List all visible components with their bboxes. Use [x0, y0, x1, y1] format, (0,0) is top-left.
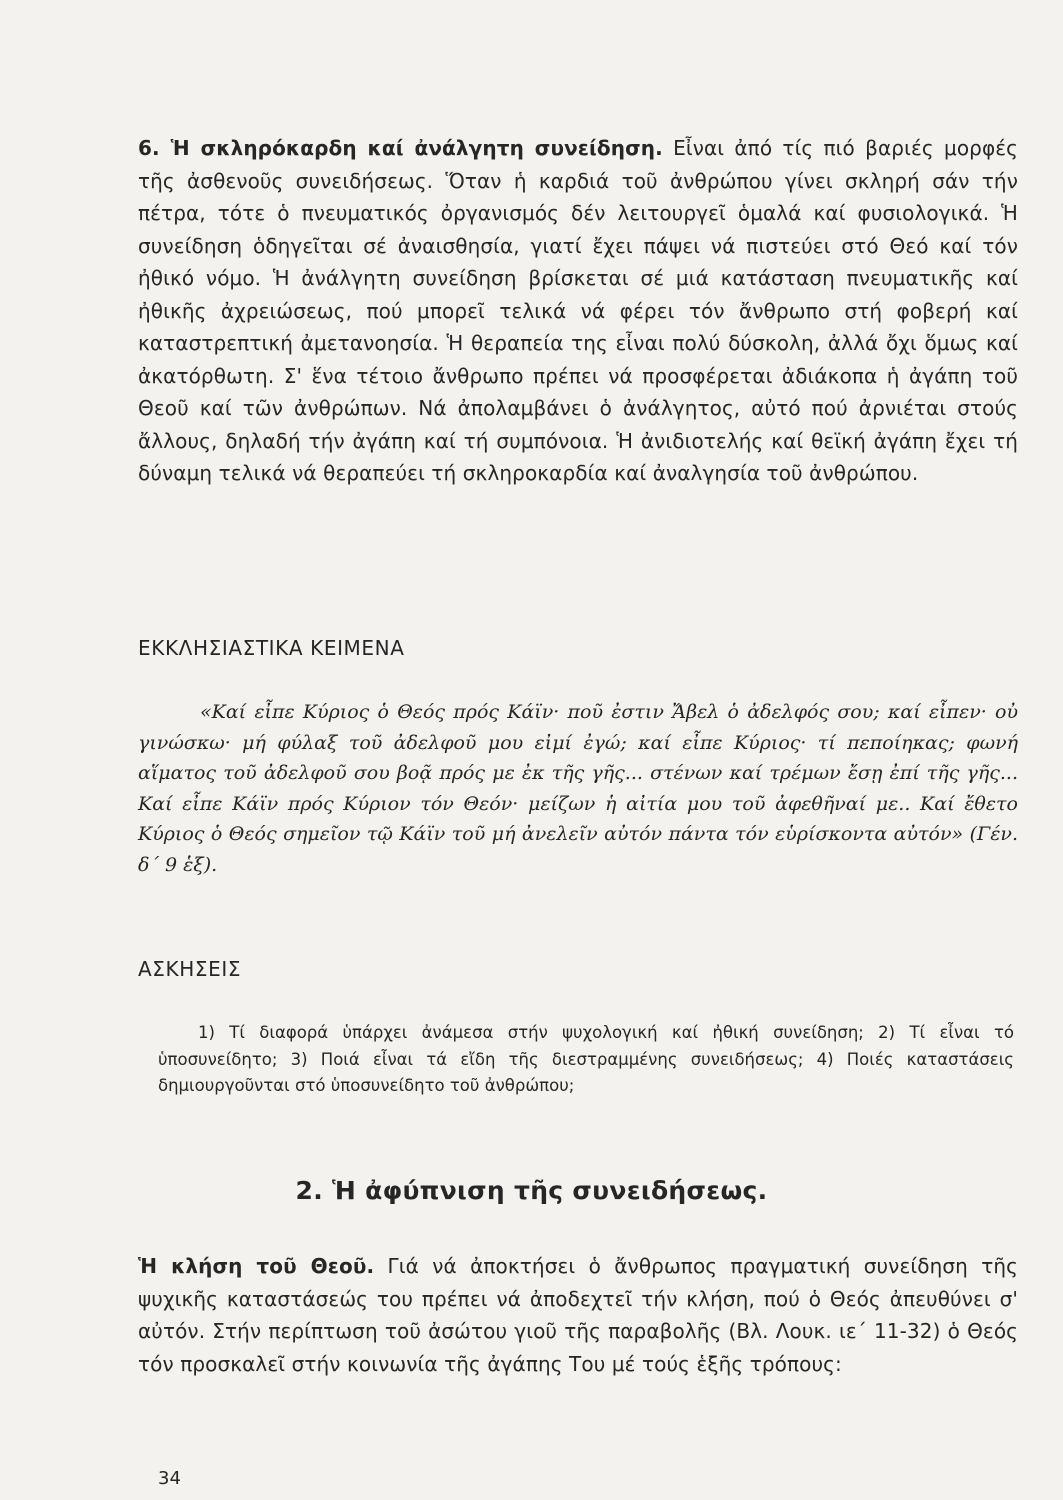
- section-6-title: 6. Ἡ σκληρόκαρδη καί ἀνάλγητη συνείδηση.: [138, 136, 663, 160]
- scripture-quote: «Καί εἶπε Κύριος ὁ Θεός πρός Κάϊν· ποῦ ἐστιν Ἄβελ ὁ ἀδελφός σου; καί εἶπεν· οὐ γινώσκω· μή φύλαξ τοῦ ἀδελφοῦ μου εἰμί ἐγώ; καί εἶπε Κύριος· τί πεποίηκας; φωνή αἵματος τοῦ ἀδελφοῦ σου βοᾷ πρός με ἐκ τῆς γῆς... στένων καί τρέμων ἔσῃ ἐπί τῆς γῆς... Καί εἶπε Κάϊν πρός Κύριον τόν Θεόν· μείζων ἡ αἰτία μου τοῦ ἀφεθῆναί με.. Καί ἔθετο Κύριος ὁ Θεός σημεῖον τῷ Κάϊν τοῦ μή ἀνελεῖν αὐτόν πάντα τόν εὑρίσκοντα αὐτόν» (Γέν. δ΄ 9 ἑξ).: [138, 701, 1018, 876]
- exercises-heading: ΑΣΚΗΣΕΙΣ: [138, 957, 242, 981]
- section-6-paragraph: [138, 132, 1018, 490]
- calling-title: Ἡ κλήση τοῦ Θεοῦ.: [138, 1254, 375, 1278]
- calling-section: [138, 1250, 1018, 1380]
- chapter-title: 2. Ἡ ἀφύπνιση τῆς συνειδήσεως.: [295, 1176, 768, 1205]
- calling-paragraph: [138, 1250, 1018, 1380]
- calling-body: Γιά νά ἀποκτήσει ὁ ἄνθρωπος πραγματική συνείδηση τῆς ψυχικῆς καταστάσεώς του πρέπει νά ἀποδεχτεῖ τήν κλήση, πού ὁ Θεός ἀπευθύνει σ' αὐτόν. Στήν περίπτωση τοῦ ἀσώτου γιοῦ τῆς παραβολῆς (Βλ. Λουκ. ιε΄ 11-32) ὁ Θεός τόν προσκαλεῖ στήν κοινωνία τῆς ἀγάπης Του μέ τούς ἑξῆς τρόπους:: [138, 1254, 1018, 1376]
- page-number: 34: [158, 1468, 181, 1489]
- church-texts-heading: ΕΚΚΛΗΣΙΑΣΤΙΚΑ ΚΕΙΜΕΝΑ: [138, 636, 405, 660]
- section-6-body: Εἶναι ἀπό τίς πιό βαριές μορφές τῆς ἀσθενοῦς συνειδήσεως. Ὅταν ἡ καρδιά τοῦ ἀνθρώπου γίνει σκληρή σάν τήν πέτρα, τότε ὁ πνευματικός ὀργανισμός δέν λειτουργεῖ ὁμαλά καί φυσιολογικά. Ἡ συνείδηση ὁδηγεῖται σέ ἀναισθησία, γιατί ἔχει πάψει νά πιστεύει στό Θεό καί τόν ἠθικό νόμο. Ἡ ἀνάλγητη συνείδηση βρίσκεται σέ μιά κατάσταση πνευματικῆς καί ἠθικῆς ἀχρειώσεως, πού μπορεῖ τελικά νά φέρει τόν ἄνθρωπο στή φοβερή καί καταστρεπτική ἀμετανοησία. Ἡ θεραπεία της εἶναι πολύ δύσκολη, ἀλλά ὄχι ὅμως καί ἀκατόρθωτη. Σ' ἕνα τέτοιο ἄνθρωπο πρέπει νά προσφέρεται ἀδιάκοπα ἡ ἀγάπη τοῦ Θεοῦ καί τῶν ἀνθρώπων. Νά ἀπολαμβάνει ὁ ἀνάλγητος, αὐτό πού ἀρνιέται στούς ἄλλους, δηλαδή τήν ἀγάπη καί τή συμπόνοια. Ἡ ἀνιδιοτελής καί θεϊκή ἀγάπη ἔχει τή δύναμη τελικά νά θεραπεύει τή σκληροκαρδία καί ἀναλγησία τοῦ ἀνθρώπου.: [138, 136, 1018, 485]
- exercises-text: 1) Τί διαφορά ὑπάρχει ἀνάμεσα στήν ψυχολογική καί ἠθική συνείδηση; 2) Τί εἶναι τό ὑποσυνείδητο; 3) Ποιά εἶναι τά εἴδη τῆς διεστραμμένης συνειδήσεως; 4) Ποιές καταστάσεις δημιουργοῦνται στό ὑποσυνείδητο τοῦ ἀνθρώπου;: [158, 1023, 1014, 1095]
- section-6: [138, 132, 1018, 490]
